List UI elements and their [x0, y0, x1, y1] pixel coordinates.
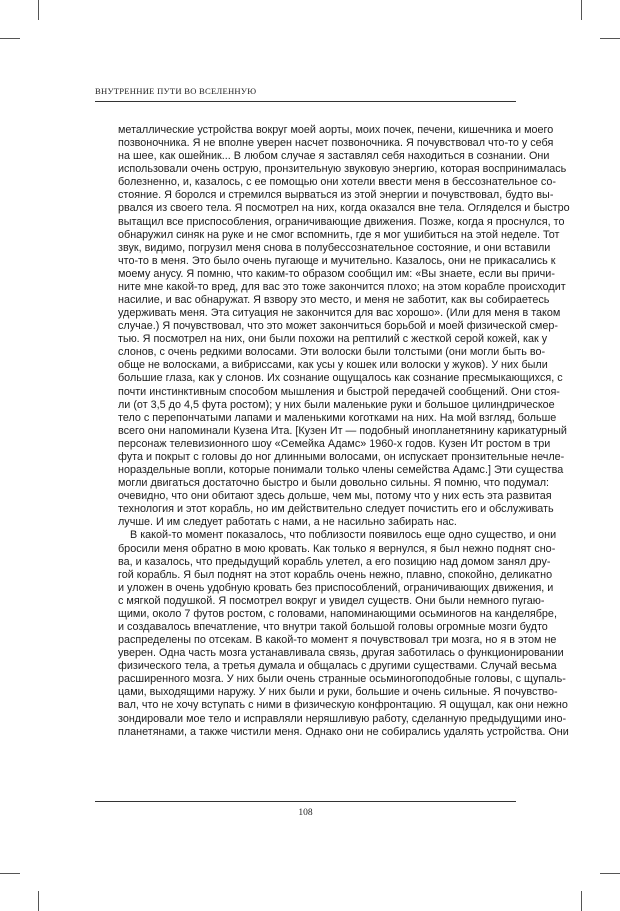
crop-mark-top-left-vertical [38, 0, 39, 20]
text-line: болезненно, и, казалось, с ее помощью они хотели ввести меня в бессознательное со- [118, 176, 557, 189]
text-line: персонаж телевизионного шоу «Семейка Адамс» 1960-х годов. Кузен Ит ростом в три [118, 437, 551, 450]
text-line: что-то в меня. Это было очень пугающе и мучительно. Казалось, они не прикасались к [118, 254, 556, 267]
page-number: 108 [298, 808, 313, 818]
text-line: удерживать меня. Эта ситуация не закончится для вас хорошо». (Или для меня в таком [118, 307, 561, 320]
text-line: ва, и казалось, что предыдущий корабль улетел, а его позицию над домом занял дру- [118, 555, 551, 568]
text-line: очевидно, что они обитают здесь дольше, чем мы, потому что у них есть эта развитая [118, 490, 552, 503]
text-line: позвоночника. Я не вполне уверен насчет позвоночника. Я почувствовал что-то у себя [118, 137, 554, 150]
text-line: планетянами, а также чистили меня. Однако они не собирались удалять устройства. Они [118, 725, 569, 738]
body-text [118, 124, 570, 739]
crop-mark-bottom-right-horizontal [600, 873, 620, 874]
text-line: использовали очень острую, пронзительную звуковую энергию, которая воспринималась [118, 163, 567, 176]
text-line: тело с перепончатыми лапами и маленькими коготками на них. На мой взгляд, больше [118, 411, 557, 424]
crop-mark-bottom-right-vertical [581, 891, 582, 911]
text-line: большие глаза, как у слонов. Их сознание ощущалось как сознание пресмыкающихся, с [118, 372, 563, 385]
text-line: с мягкой подушкой. Я посмотрел вокруг и увидел существ. Они были немного пугаю- [118, 594, 545, 607]
crop-mark-bottom-left-vertical [38, 891, 39, 911]
text-line: рвался из своего тела. Я посмотрел на них, когда оказался вне тела. Огляделся и быстро [118, 202, 570, 215]
text-line: на шее, как ошейник... В любом случае я заставлял себя находиться в сознании. Они [118, 150, 550, 163]
text-line: обнаружил синяк на руке и не смог вспомнить, где я мог ушибиться на этой неделе. Тот [118, 228, 560, 241]
crop-mark-top-right-horizontal [600, 38, 620, 39]
crop-mark-bottom-left-horizontal [0, 873, 20, 874]
text-line: зондировали мое тело и исправляли неряшливую работу, сделанную предыдущими ино- [118, 712, 567, 725]
header-rule [95, 101, 516, 102]
text-line: распределены по отсекам. В какой-то момент я почувствовал три мозга, но я в этом не [118, 634, 557, 647]
crop-mark-top-left-horizontal [0, 38, 20, 39]
text-line: вытащил все приспособления, ограничивающие движения. Позже, когда я проснулся, то [118, 215, 565, 228]
text-line: случае.) Я почувствовал, что это может закончиться борьбой и моей физической смер- [118, 320, 558, 333]
text-line: стояние. Я боролся и стремился вырваться из этой энергии и почувствовал, будто вы- [118, 189, 554, 202]
text-line: цами, выходящими наружу. У них были и руки, большие и очень сильные. Я почувство- [118, 686, 558, 699]
text-line: щими, около 7 футов ростом, с головами, напоминающими осьминогов на канделябре, [118, 607, 557, 620]
text-line: моему анусу. Я помню, что каким-то образом сообщил им: «Вы знаете, если вы причи- [118, 267, 555, 280]
text-line: ните мне какой-то вред, для вас это тоже закончится плохо; на этом корабле происходит [118, 280, 566, 293]
text-line: всего они напоминали Кузена Ита. [Кузен Ит — подобный инопланетянину карикатурный [118, 424, 567, 437]
text-line: могли двигаться достаточно быстро и были довольно сильны. Я помню, что подумал: [118, 477, 550, 490]
text-line: металлические устройства вокруг моей аорты, моих почек, печени, кишечника и моего [118, 124, 554, 136]
text-line: и уложен в очень удобную кровать без приспособлений, ограничивающих движения, и [118, 581, 554, 594]
text-line: ли (от 3,5 до 4,5 фута ростом); у них были маленькие руки и большое цилиндрическое [118, 398, 555, 411]
text-line: технология и этот корабль, но им действительно следует почистить его и обслуживать [118, 503, 554, 516]
text-line: звук, видимо, погрузил меня снова в полубессознательное состояние, и они вставили [118, 241, 551, 254]
footer-rule [95, 801, 516, 802]
text-line: бросили меня обратно в мою кровать. Как только я вернулся, я был нежно поднят сно- [118, 542, 556, 555]
text-line: вал, что не хочу вступать с ними в физическую конфронтацию. Я ощущал, как они нежно [118, 699, 568, 712]
text-line: насилие, и вас обнаружат. Я взвору это место, и меня не заботит, как вы собираетесь [118, 294, 550, 307]
text-line: почти инстинктивным способом мышления и быстрой передачей сообщений. Они стоя- [118, 385, 560, 398]
text-line: гой корабль. Я был поднят на этот корабль очень нежно, плавно, спокойно, деликатно [118, 568, 553, 581]
running-header: ВНУТРЕННИЕ ПУТИ ВО ВСЕЛЕННУЮ [95, 86, 257, 96]
text-line: нораздельные вопли, которые понимали только члены семейства Адамс.] Эти существа [118, 464, 564, 477]
text-line: и создавалось впечатление, что внутри такой большой головы огромные мозги будто [118, 620, 548, 633]
text-line: уверен. Одна часть мозга устанавливала связь, другая заботилась о функционировании [118, 647, 564, 660]
crop-mark-top-right-vertical [581, 0, 582, 20]
text-line: слонов, с очень редкими волосами. Эти волоски были толстыми (они могли быть во- [118, 346, 546, 359]
text-line: обще не волосками, а вибриссами, как усы у кошек или волоски у жуков). У них были [118, 359, 548, 372]
text-line: физического тела, а третья думала и общалась с другими существами. Случай весьма [118, 660, 557, 673]
text-line: тью. Я посмотрел на них, они были похожи на рептилий с жесткой серой кожей, как у [118, 333, 548, 346]
text-line: лучше. И им следует работать с нами, а не насильно забирать нас. [118, 516, 457, 529]
text-line: расширенного мозга. У них были очень странные осьминогоподобные головы, с щупаль- [118, 673, 566, 686]
text-line: В какой-то момент показалось, что поблизости появилось еще одно существо, и они [130, 529, 557, 542]
text-line: фута и покрыт с головы до ног длинными волосами, он испускает пронзительные нечле- [118, 450, 565, 463]
